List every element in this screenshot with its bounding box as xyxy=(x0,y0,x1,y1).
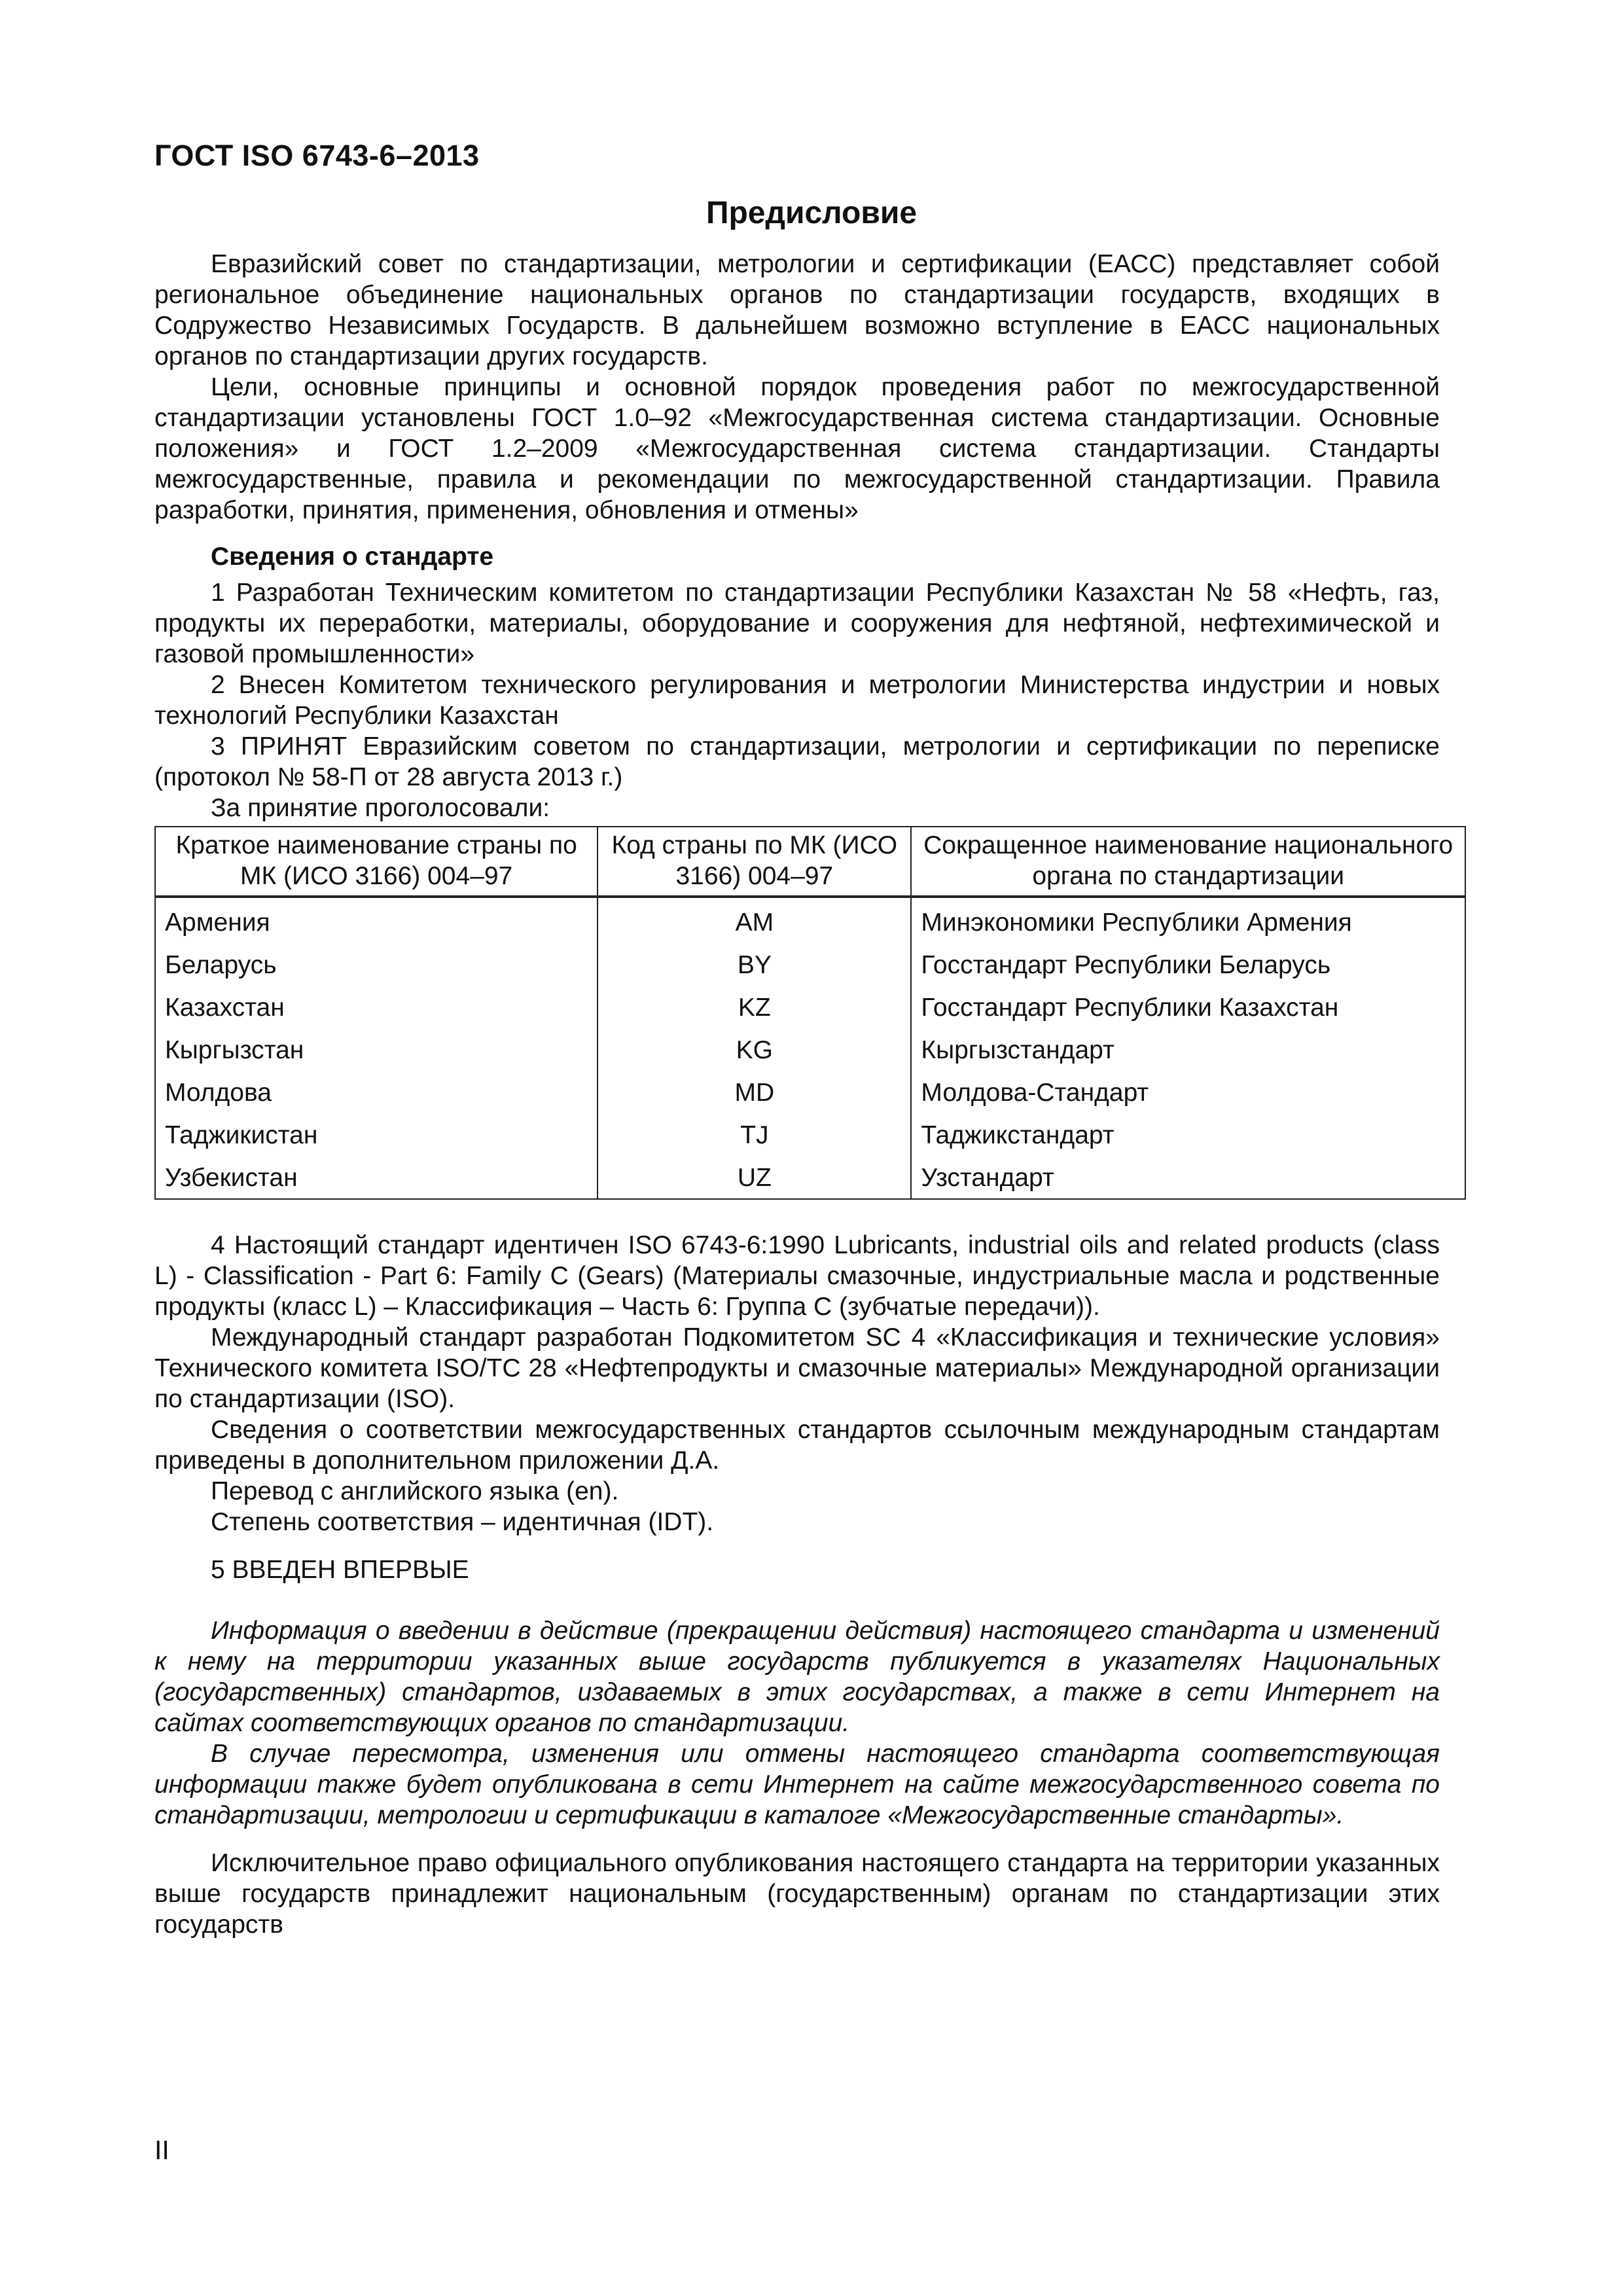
national-body-cell: Минэкономики Республики Армения xyxy=(911,897,1465,943)
table-row xyxy=(155,943,1465,986)
country-code-cell: UZ xyxy=(597,1156,911,1199)
voting-countries-table xyxy=(154,826,1466,1200)
table-row xyxy=(155,986,1465,1028)
country-name-cell: Армения xyxy=(155,897,597,943)
country-code-cell: MD xyxy=(597,1071,911,1113)
country-name-cell: Казахстан xyxy=(155,986,597,1028)
header-national-body: Сокращенное наименование национального органа по стандартизации xyxy=(911,827,1465,897)
header-country-name: Краткое наименование страны по МК (ИСО 3166) 004–97 xyxy=(155,827,597,897)
main-content xyxy=(154,249,1454,1940)
table-row xyxy=(155,1156,1465,1199)
country-code-cell: AM xyxy=(597,897,911,943)
country-code-cell: TJ xyxy=(597,1113,911,1156)
table-header-row xyxy=(155,827,1465,897)
item4-paragraph-1: 4 Настоящий стандарт идентичен ISO 6743-6:1990 Lubricants, industrial oils and related products (class L) - Classification - Part 6: Family C (Gears) (Материалы смазочные, индустриальные масла и родственные продукты (класс L) – Классификация – Часть 6: Группа С (зубчатые передачи)). xyxy=(154,1231,1440,1321)
national-body-cell: Госстандарт Республики Беларусь xyxy=(911,943,1465,986)
notice-paragraph-1: Информация о введении в действие (прекращении действия) настоящего стандарта и изменений к нему на территории указанных выше государств публикуется в указателях Национальных (государственных) стандартов, издаваемых в этих государствах, а также в сети Интернет на сайтах соответствующих органов по стандартизации. xyxy=(154,1617,1440,1737)
info-item-2: 2 Внесен Комитетом технического регулирования и метрологии Министерства индустрии и новых технологий Республики Казахстан xyxy=(154,671,1440,730)
info-item-3: 3 ПРИНЯТ Евразийским советом по стандартизации, метрологии и сертификации по переписке (протокол № 58-П от 28 августа 2013 г.) xyxy=(154,732,1440,791)
item4-paragraph-5: Степень соответствия – идентичная (IDT). xyxy=(211,1508,714,1536)
voted-intro: За принятие проголосовали: xyxy=(211,794,550,822)
country-name-cell: Узбекистан xyxy=(155,1156,597,1199)
country-code-cell: KG xyxy=(597,1028,911,1071)
info-item-1: 1 Разработан Техническим комитетом по стандартизации Республики Казахстан № 58 «Нефть, газ, продукты их переработки, материалы, оборудование и сооружения для нефтяной, нефтехимической и газовой промышленности» xyxy=(154,579,1440,668)
country-name-cell: Кыргызстан xyxy=(155,1028,597,1071)
notice-paragraph-2: В случае пересмотра, изменения или отмены настоящего стандарта соответствующая информации также будет опубликована в сети Интернет на сайте межгосударственного совета по стандартизации, метрологии и сертификации в каталоге «Межгосударственные стандарты». xyxy=(154,1740,1440,1829)
national-body-cell: Узстандарт xyxy=(911,1156,1465,1199)
national-body-cell: Госстандарт Республики Казахстан xyxy=(911,986,1465,1028)
table-row xyxy=(155,1028,1465,1071)
page-number: II xyxy=(154,2135,169,2165)
country-name-cell: Беларусь xyxy=(155,943,597,986)
national-body-cell: Молдова-Стандарт xyxy=(911,1071,1465,1113)
standard-info-heading: Сведения о стандарте xyxy=(211,543,494,571)
page-title: Предисловие xyxy=(705,196,918,230)
standard-code-header: ГОСТ ISO 6743-6–2013 xyxy=(154,139,480,172)
table-row xyxy=(155,1113,1465,1156)
country-name-cell: Таджикистан xyxy=(155,1113,597,1156)
national-body-cell: Таджикстандарт xyxy=(911,1113,1465,1156)
table-row xyxy=(155,1071,1465,1113)
country-code-cell: BY xyxy=(597,943,911,986)
country-code-cell: KZ xyxy=(597,986,911,1028)
item4-paragraph-4: Перевод с английского языка (en). xyxy=(211,1477,619,1505)
foreword-paragraph-1: Евразийский совет по стандартизации, метрологии и сертификации (ЕАСС) представляет собой региональное объединение национальных органов по стандартизации государств, входящих в Содружество Независимых Государств. В дальнейшем возможно вступление в ЕАСС национальных органов по стандартизации других государств. xyxy=(154,250,1440,370)
rights-paragraph: Исключительное право официального опубликования настоящего стандарта на территории указанных выше государств принадлежит национальным (государственным) органам по стандартизации этих государств xyxy=(154,1849,1440,1939)
header-country-code: Код страны по МК (ИСО 3166) 004–97 xyxy=(597,827,911,897)
national-body-cell: Кыргызстандарт xyxy=(911,1028,1465,1071)
table-row xyxy=(155,897,1465,943)
foreword-paragraph-2: Цели, основные принципы и основной порядок проведения работ по межгосударственной стандартизации установлены ГОСТ 1.0–92 «Межгосударственная система стандартизации. Основные положения» и ГОСТ 1.2–2009 «Межгосударственная система стандартизации. Стандарты межгосударственные, правила и рекомендации по межгосударственной стандартизации. Правила разработки, принятия, применения, обновления и отмены» xyxy=(154,373,1440,524)
item4-paragraph-3: Сведения о соответствии межгосударственных стандартов ссылочным международным стандартам приведены в дополнительном приложении Д.А. xyxy=(154,1416,1440,1475)
item5-heading: 5 ВВЕДЕН ВПЕРВЫЕ xyxy=(211,1556,469,1584)
item4-paragraph-2: Международный стандарт разработан Подкомитетом SC 4 «Классификация и технические условия» Технического комитета ISO/TC 28 «Нефтепродукты и смазочные материалы» Международной организации по стандартизации (ISO). xyxy=(154,1323,1440,1413)
country-name-cell: Молдова xyxy=(155,1071,597,1113)
